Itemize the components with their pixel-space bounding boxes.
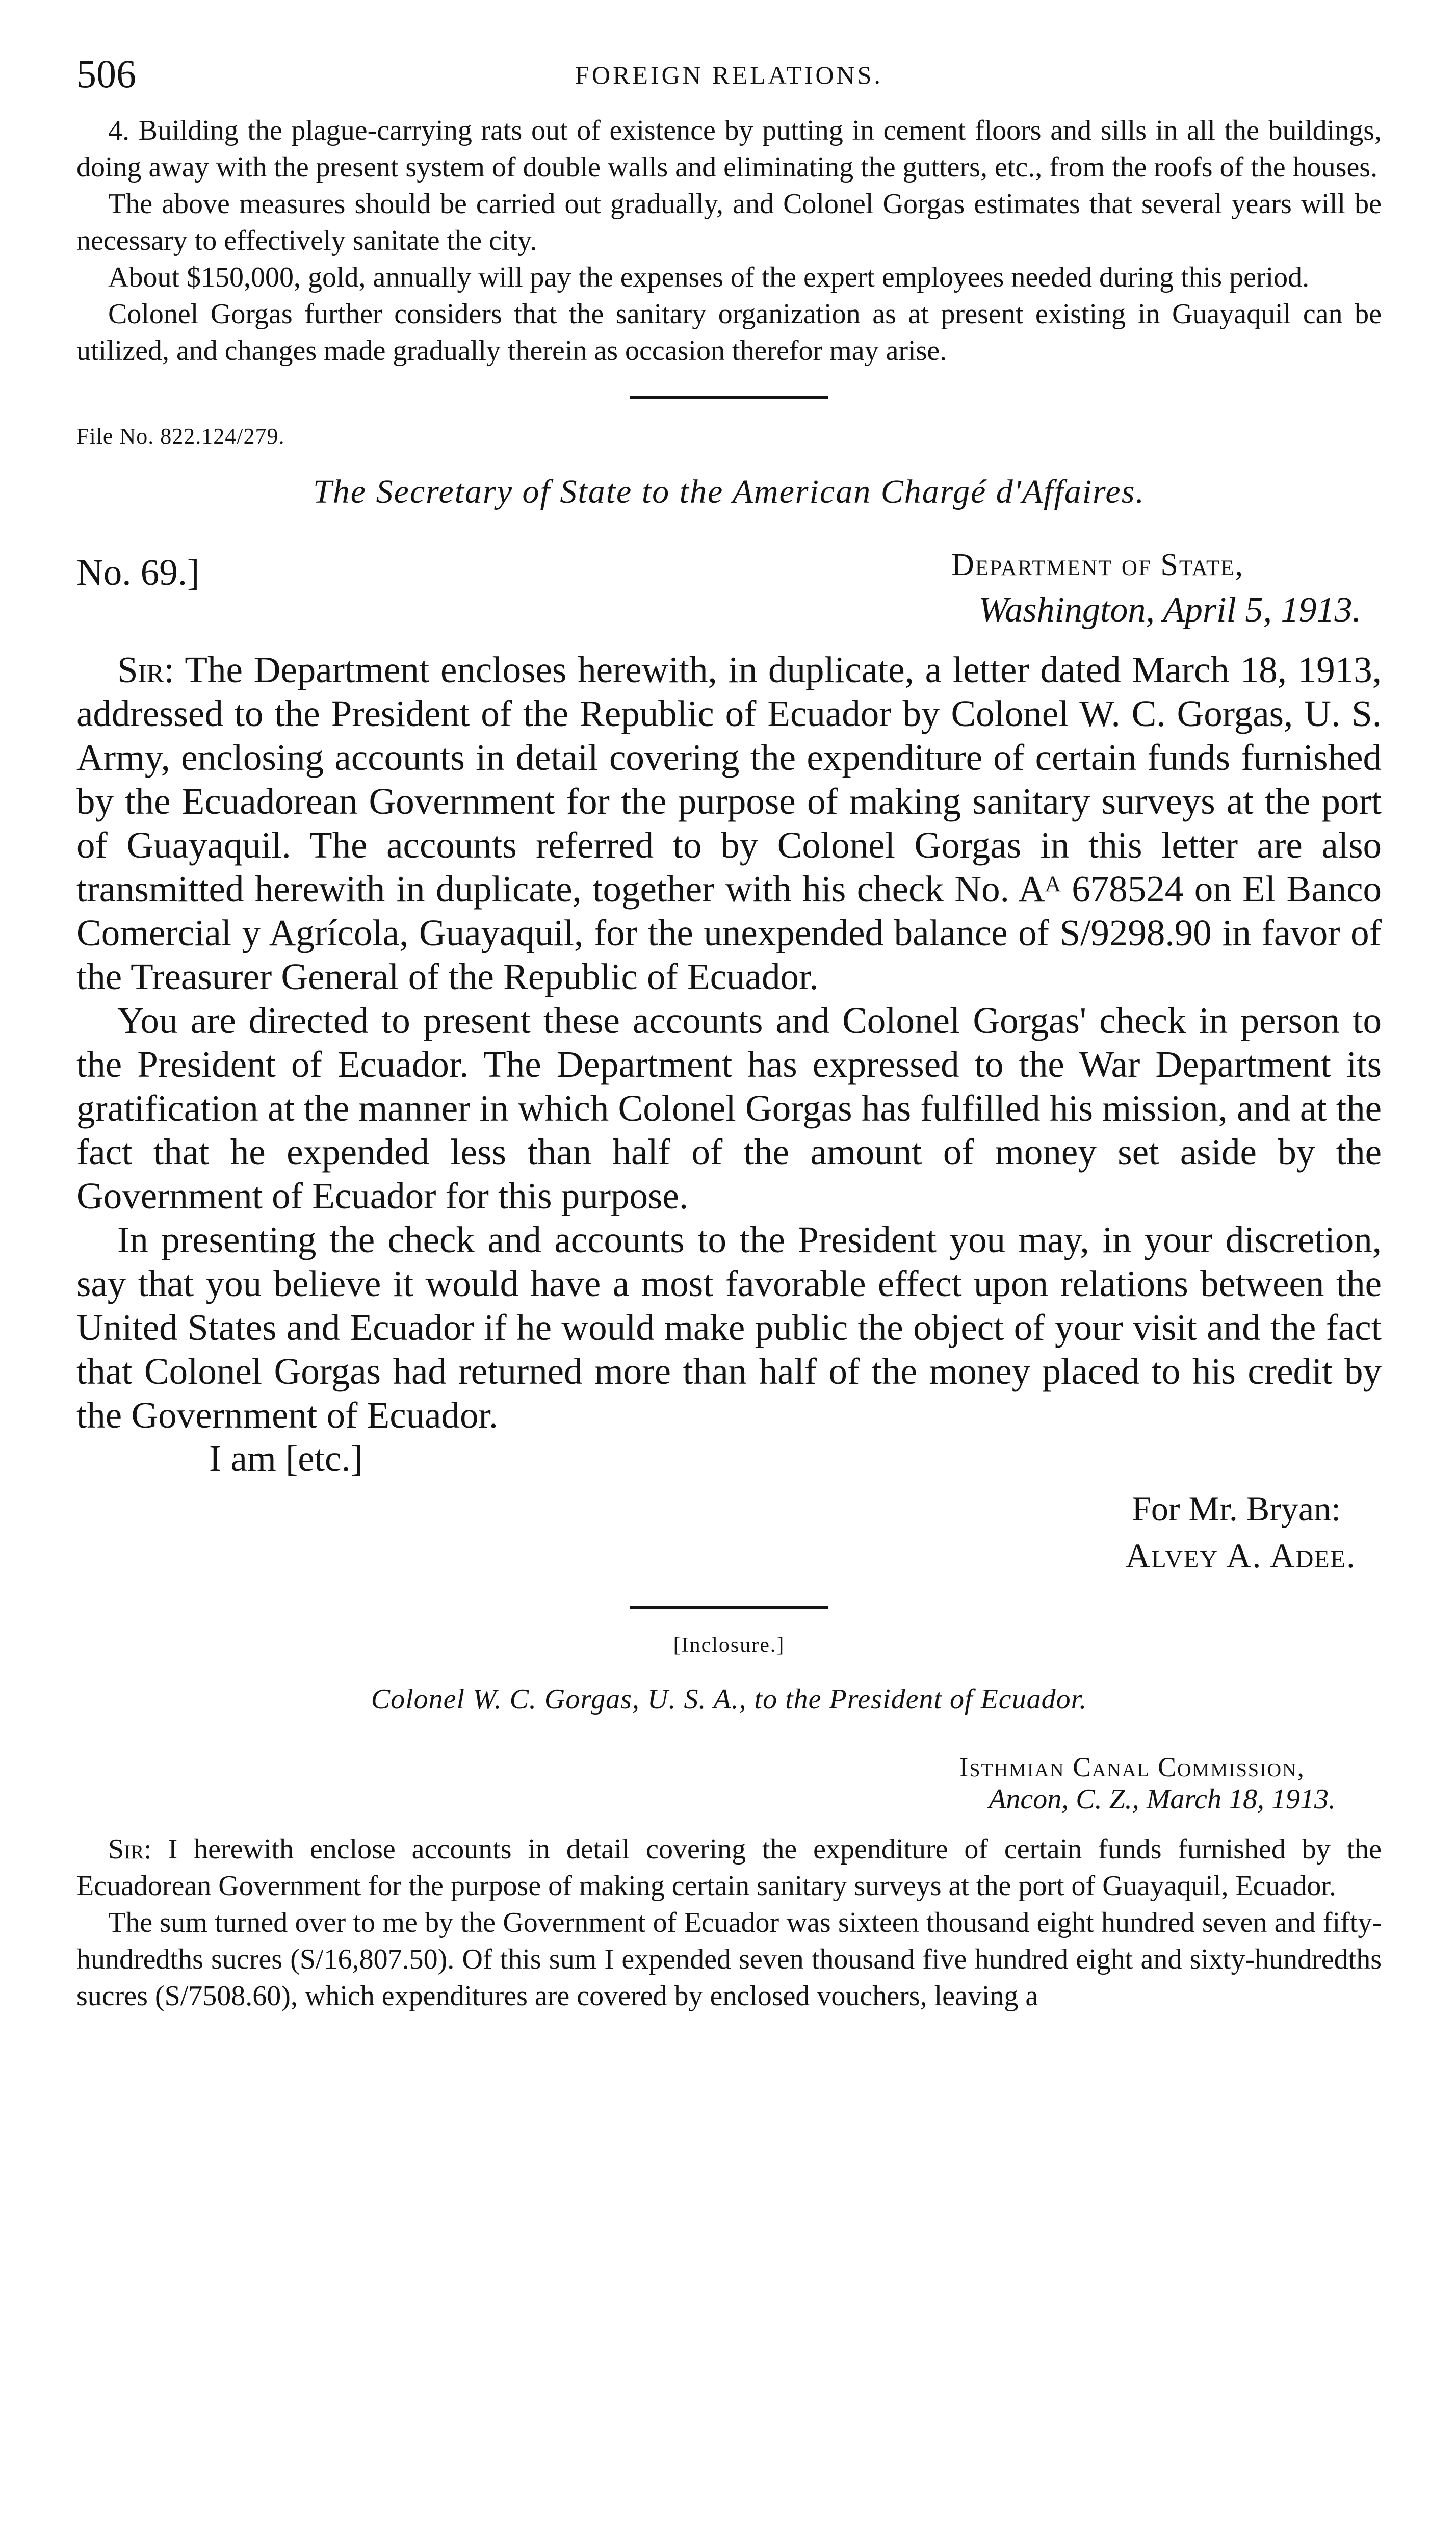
inclosure-paragraph: The sum turned over to me by the Government of Ecuador was sixteen thousand eight hundred seven and fifty-hundredths sucres (S/16,807.50). Of this sum I expended seven thousand five hundred eight and sixty-hundredths sucres (S/7508.60), which expenditures are covered by enclosed vouchers, leaving a (76, 1907, 1382, 2012)
intro-section (76, 112, 1382, 369)
page-header (76, 51, 1382, 112)
inclosure-section (76, 1633, 1382, 2014)
section-divider (630, 396, 828, 399)
organization-name: Isthmian Canal Commission, (959, 1752, 1305, 1782)
letter-paragraph: In presenting the check and accounts to the President you may, in your discretion, say that you believe it would have a most favorable effect upon relations between the United States and Ecuador if he would make public the object of your visit and the fact that Colonel Gorgas had returned more than half of the money placed to his credit by the Government of Ecuador. (76, 1219, 1382, 1436)
intro-paragraph: 4. Building the plague-carrying rats out of existence by putting in cement floors and sills in all the buildings, doing away with the present system of double walls and eliminating the gutters, etc., from the roofs of the houses. (76, 115, 1382, 183)
salutation: Sir: (117, 649, 174, 690)
running-head: FOREIGN RELATIONS. (575, 61, 883, 89)
paragraph-text: I herewith enclose accounts in detail covering the expenditure of certain funds furnished by the Ecuadorean Government for the purpose of making certain sanitary surveys at the port of Guayaquil, Ecuador. (76, 1833, 1382, 1902)
place-date: Washington, April 5, 1913. (978, 590, 1361, 630)
document-title: The Secretary of State to the American Chargé d'Affaires. (313, 473, 1145, 510)
salutation: Sir: (108, 1833, 152, 1865)
document-page (76, 51, 1382, 2498)
dateline (76, 547, 1382, 634)
intro-paragraph: The above measures should be carried out gradually, and Colonel Gorgas estimates that several years will be necessary to effectively sanitate the city. (76, 188, 1382, 256)
paragraph-text: The Department encloses herewith, in duplicate, a letter dated March 18, 1913, addressed to the President of the Republic of Ecuador by Colonel W. C. Gorgas, U. S. Army, enclosing accounts in detail covering the expenditure of certain funds furnished by the Ecuadorean Government for the purpose of making sanitary surveys at the port of Guayaquil. The accounts referred to by Colonel Gorgas in this letter are also transmitted herewith in duplicate, together with his check No. Aᴬ 678524 on El Banco Comercial y Agrícola, Guayaquil, for the unexpended balance of S/9298.90 in favor of the Treasurer General of the Republic of Ecuador. (76, 649, 1382, 997)
signature-block (76, 1485, 1382, 1579)
intro-paragraph: Colonel Gorgas further considers that the sanitary organization as at present existing in Guayaquil can be utilized, and changes made gradually therein as occasion therefor may arise. (76, 298, 1382, 367)
place-date: Ancon, C. Z., March 18, 1913. (989, 1783, 1336, 1815)
inclosure-title: Colonel W. C. Gorgas, U. S. A., to the President of Ecuador. (371, 1684, 1087, 1715)
department-name: Department of State, (951, 548, 1244, 582)
page-number: 506 (76, 51, 136, 96)
inclosure-dateline (76, 1751, 1382, 1816)
file-number: File No. 822.124/279. (76, 424, 285, 449)
letter-paragraph: You are directed to present these accounts and Colonel Gorgas' check in person to the President of Ecuador. The Department has expressed to the War Department its gratification at the manner in which Colonel Gorgas has fulfilled his mission, and at the fact that he expended less than half of the amount of money set aside by the Government of Ecuador for this purpose. (76, 1000, 1382, 1216)
intro-paragraph: About $150,000, gold, annually will pay the expenses of the expert employees needed during this period. (108, 262, 1310, 293)
letter-secretary-of-state (76, 423, 1382, 1579)
inclosure-paragraph (76, 1831, 1382, 1904)
section-divider (630, 1606, 828, 1609)
closing: I am [etc.] (209, 1438, 363, 1479)
document-number: No. 69.] (76, 552, 200, 593)
inclosure-label: [Inclosure.] (673, 1634, 785, 1657)
signature-for: For Mr. Bryan: (1132, 1489, 1341, 1528)
signature-name: Alvey A. Adee. (1125, 1536, 1356, 1575)
letter-paragraph (76, 648, 1382, 999)
